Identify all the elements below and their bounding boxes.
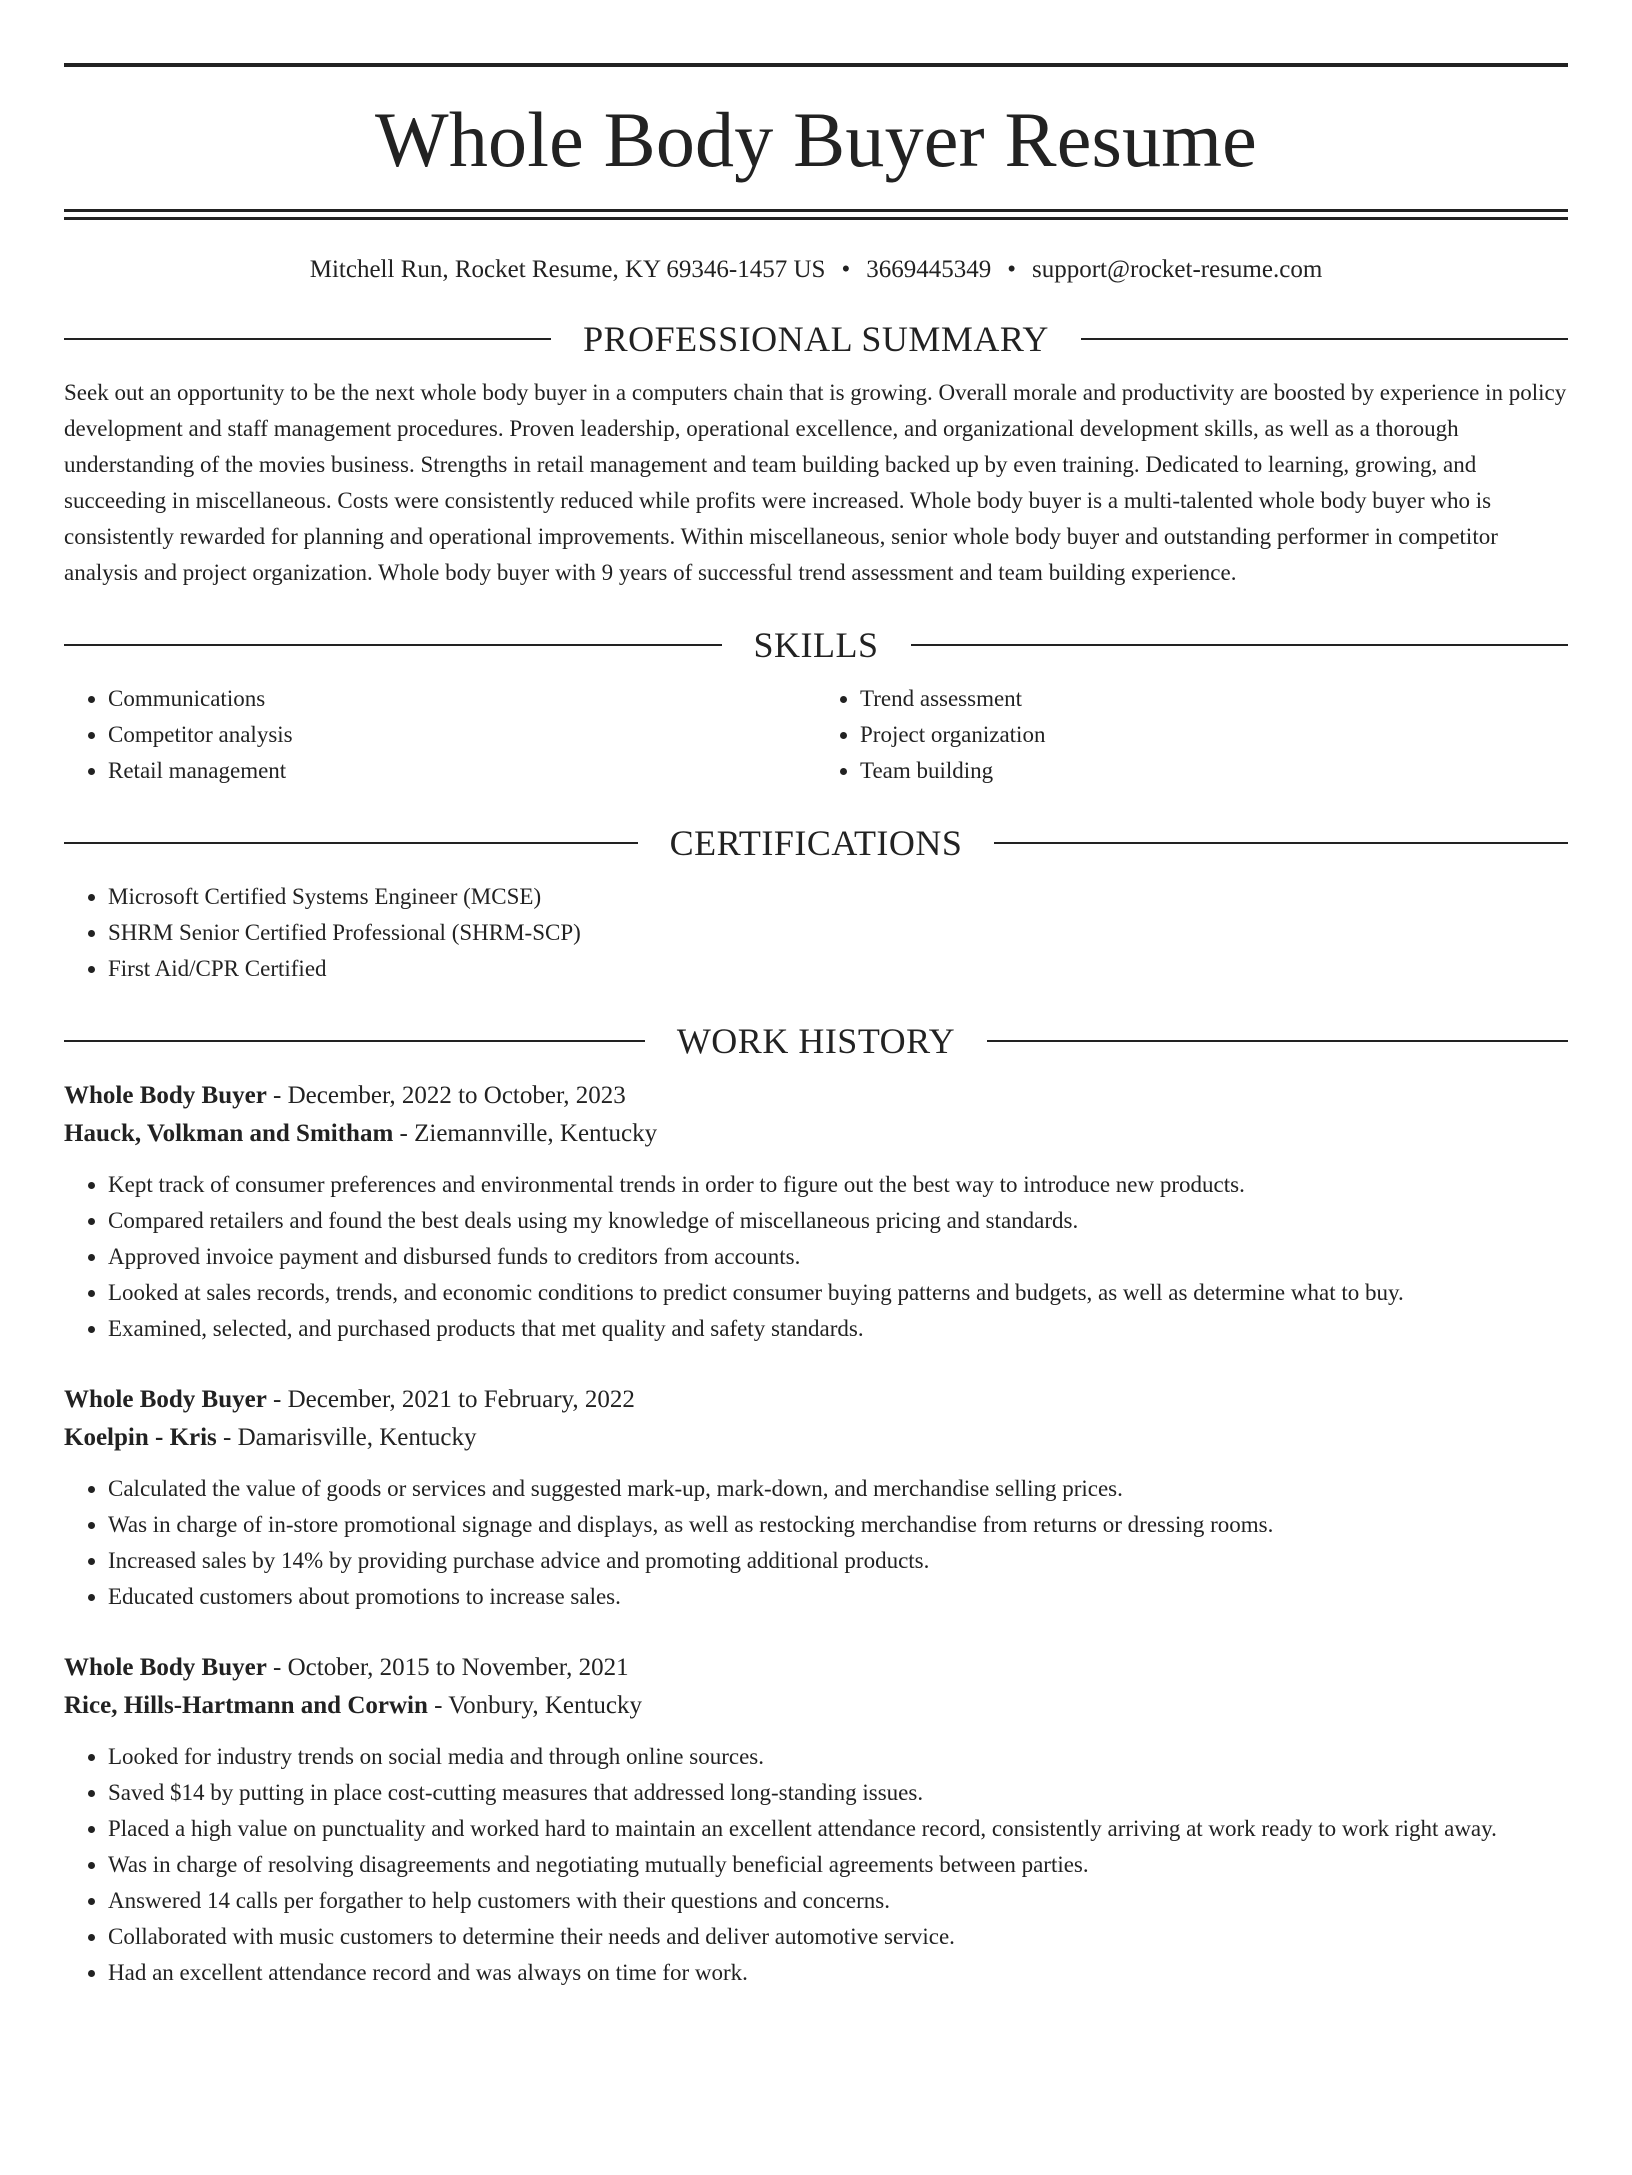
- job-location: - Vonbury, Kentucky: [427, 1692, 643, 1719]
- summary-text: Seek out an opportunity to be the next whole body buyer in a computers chain that is growing. Overall morale and productivity are boosted by experience in policy development and staff management procedures. Proven leadership, operational excellence, and organizational development skills, as well as a thorough understanding of the movies business. Strengths in retail management and team building backed up by even training. Dedicated to learning, growing, and succeeding in miscellaneous. Costs were consistently reduced while profits were increased. Whole body buyer is a multi-talented whole body buyer who is consistently rewarded for planning and operational improvements. Within miscellaneous, senior whole body buyer and outstanding performer in competitor analysis and project organization. Whole body buyer with 9 years of successful trend assessment and team building experience.: [64, 380, 1567, 585]
- job-bullet: • Approved invoice payment and disbursed funds to creditors from accounts.: [108, 1239, 1568, 1275]
- certifications-list: [64, 879, 1568, 987]
- job-bullet: • Was in charge of resolving disagreements and negotiating mutually beneficial agreements between parties.: [108, 1847, 1568, 1883]
- job-bullets: [64, 1167, 1568, 1347]
- job-bullet: • Answered 14 calls per forgather to help customers with their questions and concerns.: [108, 1883, 1568, 1919]
- heading-rule-right: [987, 1040, 1568, 1042]
- job-bullet: • Examined, selected, and purchased products that met quality and safety standards.: [108, 1311, 1568, 1347]
- contact-separator: •: [1007, 256, 1016, 283]
- skill-item: • Team building: [860, 753, 1568, 789]
- job-bullets: [64, 1471, 1568, 1615]
- contact-address: Mitchell Run, Rocket Resume, KY 69346-1457 US: [309, 256, 826, 283]
- work-history-heading-text: WORK HISTORY: [676, 1021, 956, 1061]
- job-dates: - December, 2021 to February, 2022: [266, 1386, 635, 1413]
- job-title: Whole Body Buyer: [64, 1654, 267, 1681]
- certifications-heading-text: CERTIFICATIONS: [669, 823, 963, 863]
- certifications-heading: [64, 825, 1568, 861]
- job-company: Hauck, Volkman and Smitham: [64, 1120, 394, 1147]
- job-bullets: [64, 1739, 1568, 1991]
- job-location: - Ziemannville, Kentucky: [393, 1120, 658, 1147]
- job-bullet: • Was in charge of in-store promotional signage and displays, as well as restocking merchandise from returns or dressing rooms.: [108, 1507, 1568, 1543]
- job-bullet: • Kept track of consumer preferences and environmental trends in order to figure out the best way to introduce new products.: [108, 1167, 1568, 1203]
- heading-rule-left: [64, 338, 551, 340]
- resume-title: Whole Body Buyer Resume: [375, 96, 1257, 183]
- job-bullet: • Looked at sales records, trends, and economic conditions to predict consumer buying patterns and budgets, as well as determine what to buy.: [108, 1275, 1568, 1311]
- job-company-line: [64, 1115, 1568, 1153]
- job-title-line: [64, 1649, 1568, 1687]
- job-title-line: [64, 1077, 1568, 1115]
- job-title: Whole Body Buyer: [64, 1082, 267, 1109]
- contact-phone: 3669445349: [866, 256, 992, 283]
- skills-list-left: [64, 681, 816, 789]
- job-bullet: • Looked for industry trends on social media and through online sources.: [108, 1739, 1568, 1775]
- certifications-block: [64, 879, 1568, 987]
- skill-item: • Retail management: [108, 753, 816, 789]
- job-title: Whole Body Buyer: [64, 1386, 267, 1413]
- heading-rule-left: [64, 842, 638, 844]
- resume-page: [0, 63, 1632, 2175]
- certification-item: • First Aid/CPR Certified: [108, 951, 1568, 987]
- job-bullet: • Collaborated with music customers to determine their needs and deliver automotive service.: [108, 1919, 1568, 1955]
- job-bullet: • Educated customers about promotions to increase sales.: [108, 1579, 1568, 1615]
- job-bullet: • Increased sales by 14% by providing purchase advice and promoting additional products.: [108, 1543, 1568, 1579]
- summary-heading: [64, 321, 1568, 357]
- job-bullet: • Compared retailers and found the best deals using my knowledge of miscellaneous pricing and standards.: [108, 1203, 1568, 1239]
- job-dates: - December, 2022 to October, 2023: [266, 1082, 626, 1109]
- job-company-line: [64, 1687, 1568, 1725]
- skill-item: • Trend assessment: [860, 681, 1568, 717]
- summary-heading-text: PROFESSIONAL SUMMARY: [583, 319, 1049, 359]
- job-company-line: [64, 1419, 1568, 1457]
- job-company: Koelpin - Kris: [64, 1424, 217, 1451]
- heading-rule-right: [994, 842, 1568, 844]
- top-rule: [64, 63, 1568, 67]
- skill-item: • Communications: [108, 681, 816, 717]
- job-bullet: • Saved $14 by putting in place cost-cutting measures that addressed long-standing issues.: [108, 1775, 1568, 1811]
- skills-grid: [64, 681, 1568, 789]
- job-entry: [64, 1649, 1568, 1991]
- skill-item: • Competitor analysis: [108, 717, 816, 753]
- job-entry: [64, 1077, 1568, 1347]
- skills-heading: [64, 627, 1568, 663]
- heading-rule-left: [64, 1040, 645, 1042]
- contact-email: support@rocket-resume.com: [1031, 256, 1323, 283]
- job-entry: [64, 1381, 1568, 1615]
- heading-rule-right: [911, 644, 1569, 646]
- certification-item: • Microsoft Certified Systems Engineer (MCSE): [108, 879, 1568, 915]
- job-title-line: [64, 1381, 1568, 1419]
- heading-rule-right: [1081, 338, 1568, 340]
- skill-item: • Project organization: [860, 717, 1568, 753]
- job-bullet: • Calculated the value of goods or services and suggested mark-up, mark-down, and merchandise selling prices.: [108, 1471, 1568, 1507]
- job-dates: - October, 2015 to November, 2021: [266, 1654, 629, 1681]
- skills-list-right: [816, 681, 1568, 789]
- skills-heading-text: SKILLS: [753, 625, 879, 665]
- contact-separator: •: [841, 256, 851, 283]
- certification-item: • SHRM Senior Certified Professional (SHRM-SCP): [108, 915, 1568, 951]
- contact-line: [64, 255, 1568, 285]
- work-history-heading: [64, 1023, 1568, 1059]
- job-location: - Damarisville, Kentucky: [216, 1424, 477, 1451]
- job-bullet: • Had an excellent attendance record and was always on time for work.: [108, 1955, 1568, 1991]
- job-company: Rice, Hills-Hartmann and Corwin: [64, 1692, 428, 1719]
- heading-rule-left: [64, 644, 722, 646]
- job-bullet: • Placed a high value on punctuality and worked hard to maintain an excellent attendance record, consistently arriving at work ready to work right away.: [108, 1811, 1568, 1847]
- title-double-rule: [64, 209, 1568, 220]
